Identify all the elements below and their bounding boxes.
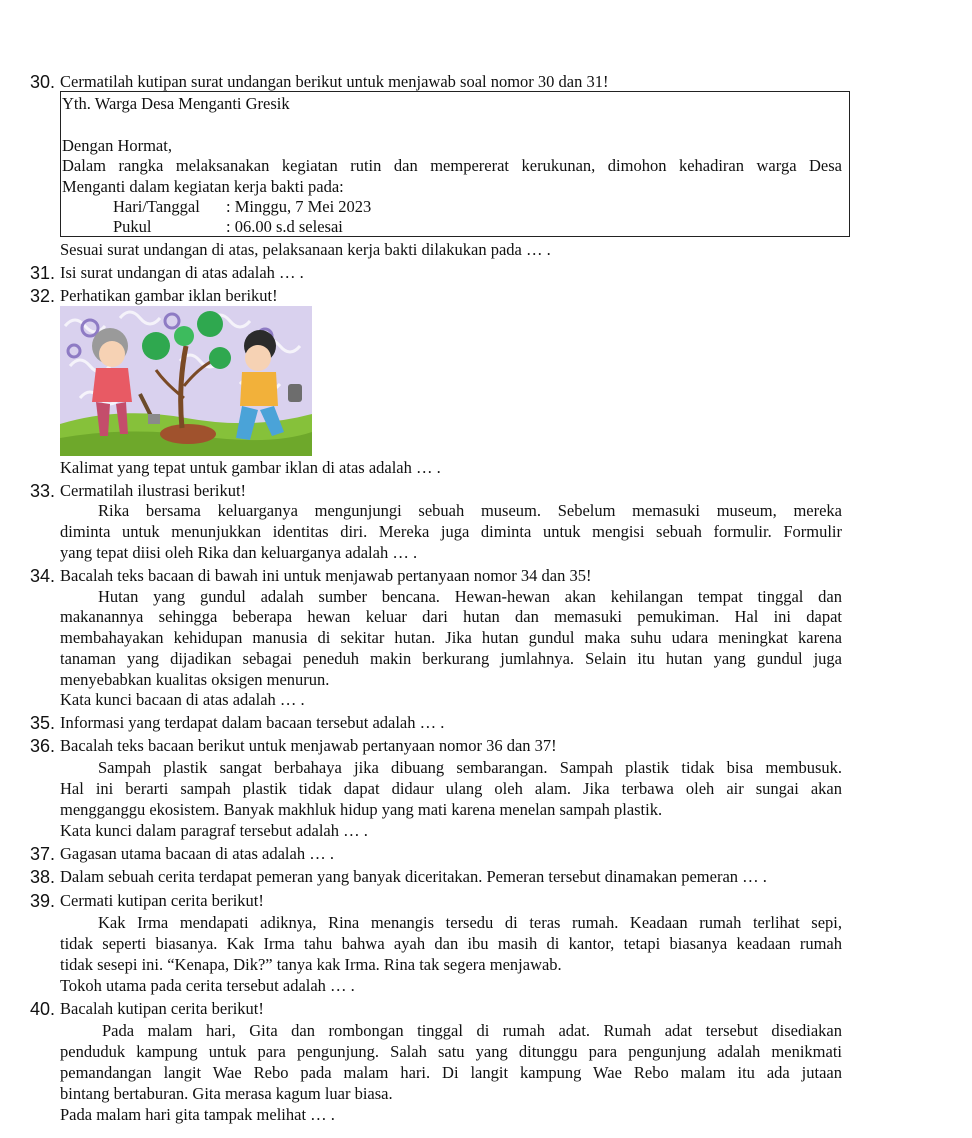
q40-prompt: Bacalah kutipan cerita berikut! (60, 999, 264, 1018)
letter-recipient: Yth. Warga Desa Menganti Gresik (62, 94, 290, 113)
letter-greeting: Dengan Hormat, (62, 136, 172, 155)
q40-line-4: bintang bertaburan. Gita merasa kagum luar biasa. (60, 1084, 393, 1103)
q34-line-4: tanaman yang dijadikan sebagai peneduh makin berkurang jumlahnya. Selain itu hutan yang gundul juga (60, 649, 842, 668)
q30-prompt: Cermatilah kutipan surat undangan berikut untuk menjawab soal nomor 30 dan 31! (60, 72, 609, 91)
q33-prompt: Cermatilah ilustrasi berikut! (60, 481, 247, 500)
question-number-31: 31. (30, 263, 56, 283)
q40-line-1: Pada malam hari, Gita dan rombongan tinggal di rumah adat. Rumah adat tersebut disediakan (102, 1021, 842, 1040)
q34-question: Kata kunci bacaan di atas adalah … . (60, 690, 305, 709)
q34-line-5: menyebabkan kualitas oksigen menurun. (60, 670, 330, 689)
letter-time-value: : 06.00 s.d selesai (226, 217, 343, 236)
q33-line-1: Rika bersama keluarganya mengunjungi sebuah museum. Sebelum memasuki museum, mereka (98, 501, 842, 520)
q34-line-2: makanannya sehingga beberapa hewan keluar dari hutan dan memasuki pemukiman. Hal ini dapat (60, 607, 842, 626)
q39-question: Tokoh utama pada cerita tersebut adalah … . (60, 976, 355, 995)
letter-date-value: : Minggu, 7 Mei 2023 (226, 197, 372, 216)
letter-time-label: Pukul (113, 217, 152, 236)
q40-line-3: pemandangan langit Wae Rebo pada malam hari. Di langit kampung Wae Rebo malam itu ada jutaan (60, 1063, 842, 1082)
q31-text: Isi surat undangan di atas adalah … . (60, 263, 304, 282)
q40-question: Pada malam hari gita tampak melihat … . (60, 1105, 335, 1124)
q33-line-3: yang tepat diisi oleh Rika dan keluarganya adalah … . (60, 543, 418, 562)
q35-text: Informasi yang terdapat dalam bacaan tersebut adalah … . (60, 713, 445, 732)
q39-prompt: Cermati kutipan cerita berikut! (60, 891, 264, 910)
question-number-40: 40. (30, 999, 56, 1019)
q34-line-1: Hutan yang gundul adalah sumber bencana. Hewan-hewan akan kehilangan tempat tinggal dan (98, 587, 842, 606)
letter-body-line-1: Dalam rangka melaksanakan kegiatan rutin dan mempererat kerukunan, dimohon kehadiran warga Desa (62, 156, 842, 175)
q32-question: Kalimat yang tepat untuk gambar iklan di atas adalah … . (60, 458, 441, 477)
q33-line-2: diminta untuk menunjukkan identitas diri. Mereka juga diminta untuk mengisi sebuah formulir. Formulir (60, 522, 842, 541)
q39-line-1: Kak Irma mendapati adiknya, Rina menangis tersedu di teras rumah. Keadaan rumah terlihat sepi, (98, 913, 842, 932)
q36-line-3: mengganggu ekosistem. Banyak makhluk hidup yang mati karena menelan sampah plastik. (60, 800, 663, 819)
question-number-33: 33. (30, 481, 56, 501)
tree-planting-illustration (60, 306, 312, 456)
q32-prompt: Perhatikan gambar iklan berikut! (60, 286, 278, 305)
question-number-30: 30. (30, 72, 56, 92)
q39-line-2: tidak seperti biasanya. Kak Irma tahu bahwa ayah dan ibu masih di kantor, tetapi biasanya keadaan rumah (60, 934, 842, 953)
q34-prompt: Bacalah teks bacaan di bawah ini untuk menjawab pertanyaan nomor 34 dan 35! (60, 566, 592, 585)
q36-question: Kata kunci dalam paragraf tersebut adalah … . (60, 821, 368, 840)
q36-line-2: Hal ini berarti sampah plastik tidak dapat didaur ulang oleh alam. Jika terbawa oleh air sungai akan (60, 779, 842, 798)
q39-line-3: tidak sesepi ini. “Kenapa, Dik?” tanya kak Irma. Rina tak segera menjawab. (60, 955, 562, 974)
letter-body-line-2: Menganti dalam kegiatan kerja bakti pada: (62, 177, 344, 196)
q36-prompt: Bacalah teks bacaan berikut untuk menjawab pertanyaan nomor 36 dan 37! (60, 736, 557, 755)
question-number-32: 32. (30, 286, 56, 306)
question-number-34: 34. (30, 566, 56, 586)
q34-line-3: membahayakan kehidupan manusia di sekitar hutan. Jika hutan gundul maka suhu udara meningkat karena (60, 628, 842, 647)
question-number-36: 36. (30, 736, 56, 756)
q30-question: Sesuai surat undangan di atas, pelaksanaan kerja bakti dilakukan pada … . (60, 240, 551, 259)
q37-text: Gagasan utama bacaan di atas adalah … . (60, 844, 334, 863)
question-number-35: 35. (30, 713, 56, 733)
question-number-38: 38. (30, 867, 56, 887)
letter-date-label: Hari/Tanggal (113, 197, 200, 216)
q36-line-1: Sampah plastik sangat berbahaya jika dibuang sembarangan. Sampah plastik tidak bisa membusuk. (98, 758, 842, 777)
question-number-39: 39. (30, 891, 56, 911)
q38-text: Dalam sebuah cerita terdapat pemeran yang banyak diceritakan. Pemeran tersebut dinamakan pemeran … . (60, 867, 767, 886)
question-number-37: 37. (30, 844, 56, 864)
q40-line-2: penduduk kampung untuk para pengunjung. Salah satu yang ditunggu para pengunjung adalah menikmati (60, 1042, 842, 1061)
